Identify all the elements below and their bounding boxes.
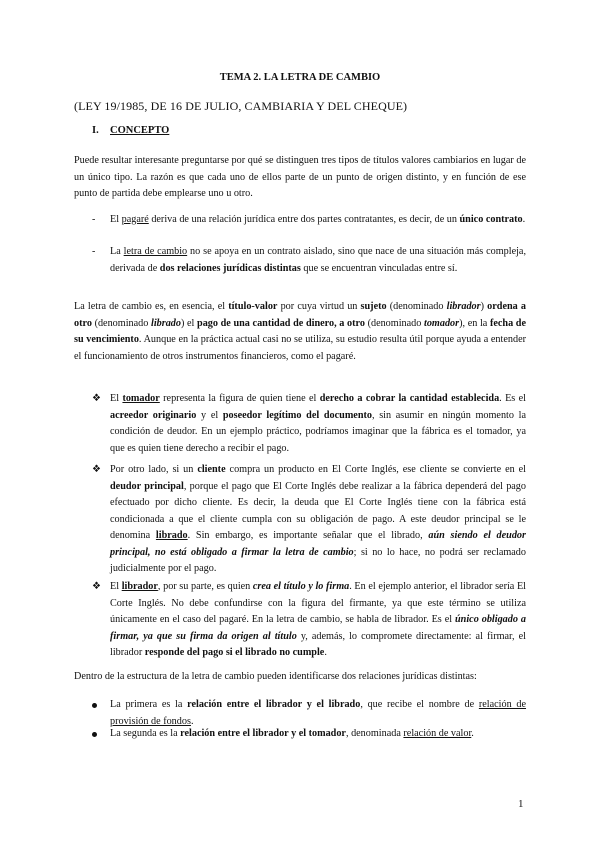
definition-paragraph: La letra de cambio es, en esencia, el título-valor por cuya virtud un sujeto (denominado librador) ordena a otro (denominado librado) el pago de una cantidad de dinero, a otro (denominado tomador), en la fecha de su vencimiento. Aunque en la práctica actual casi no se utiliza, su estudio resulta útil porque ayuda a entender el funcionamiento de otros instrumentos financieros, como el pagaré. <box>74 301 526 362</box>
dot-bullet <box>92 697 97 715</box>
list-item-text: El tomador representa la figura de quien tiene el derecho a cobrar la cantidad establecida. Es el acreedor originario y el poseedor legítimo del documento, sin asumir en ningún momento la condición de deudor. En un ejemplo práctico, podríamos imaginar que la fábrica es el tomador, ya que es quien tiene derecho a recibir el pago. <box>110 393 526 454</box>
section-label: CONCEPTO <box>110 125 170 136</box>
diamond-bullet: ❖ <box>92 464 101 475</box>
dash-bullet: - <box>92 246 96 257</box>
diamond-bullet: ❖ <box>92 581 101 592</box>
list-item-text: La letra de cambio no se apoya en un contrato aislado, sino que nace de una situación más compleja, derivada de dos relaciones jurídicas distintas que se encuentran vinculadas entre sí. <box>110 246 526 274</box>
list-item-text: El librador, por su parte, es quien crea el título y lo firma. En el ejemplo anterior, el librador sería El Corte Inglés. No debe confundirse con la figura del firmante, ya que este término se utiliza únicamente en el caso del pagaré. En la letra de cambio, se habla de librador. Es el único obligado a firmar, ya que su firma da origen al título y, además, lo compromete directamente: al firmar, el librador responde del pago si el librado no cumple. <box>110 581 526 658</box>
dot-bullet <box>92 726 97 744</box>
list-item-text: El pagaré deriva de una relación jurídica entre dos partes contratantes, es decir, de un único contrato. <box>110 214 526 225</box>
section-number: I. <box>92 125 99 136</box>
relations-paragraph: Dentro de la estructura de la letra de cambio pueden identificarse dos relaciones jurídicas distintas: <box>74 671 477 682</box>
page-number: 1 <box>518 798 524 810</box>
list-item-text: La segunda es la relación entre el librador y el tomador, denominada relación de valor. <box>110 728 474 739</box>
document-subtitle: (LEY 19/1985, DE 16 DE JULIO, CAMBIARIA Y DEL CHEQUE) <box>74 99 408 113</box>
list-item-text: Por otro lado, si un cliente compra un producto en El Corte Inglés, ese cliente se convierte en el deudor principal, porque el pago que El Corte Inglés debe realizar a la fábrica dependerá del pago efectuado por dicho cliente. Es decir, la deuda que El Corte Inglés tiene con la fábrica está condicionada a que el cliente cumpla con su obligación de pago. A este deudor principal se le denomina librado. Sin embargo, es importante señalar que el librado, aún siendo el deudor principal, no está obligado a firmar la letra de cambio; si no lo hace, no podrá ser reclamado judicialmente por el pago. <box>110 464 526 574</box>
intro-paragraph: Puede resultar interesante preguntarse por qué se distinguen tres tipos de títulos valores cambiarios en lugar de un único tipo. La razón es que cada uno de ellos parte de un punto de origen distinto, y en función de ese punto de partida debe emplearse uno u otro. <box>74 155 526 199</box>
section-heading <box>92 125 169 136</box>
list-item-text: La primera es la relación entre el librador y el librado, que recibe el nombre de relación de provisión de fondos. <box>110 699 527 727</box>
diamond-bullet: ❖ <box>92 393 101 404</box>
document-title: TEMA 2. LA LETRA DE CAMBIO <box>219 72 381 83</box>
dash-bullet: - <box>92 214 96 225</box>
